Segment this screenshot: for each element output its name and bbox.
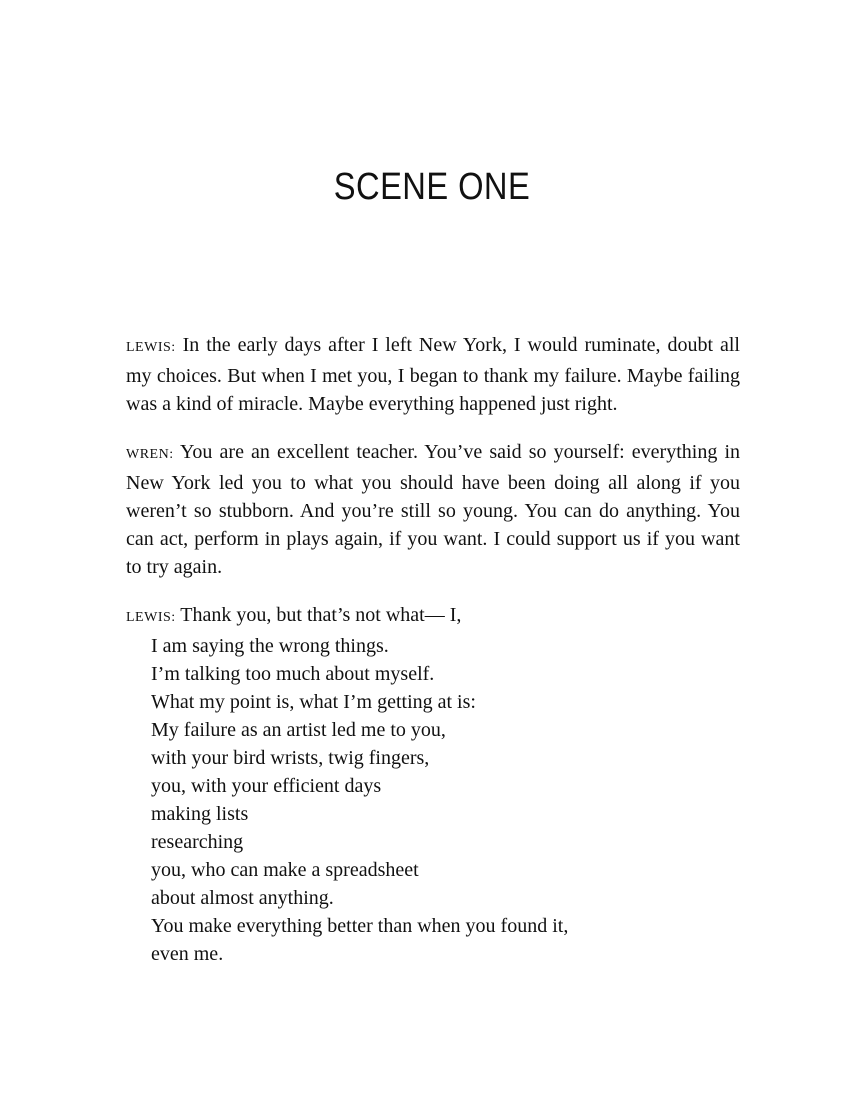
verse-line: you, with your efficient days	[151, 775, 382, 797]
speech-text: In the early days after I left New York, I would ruminate, doubt all my choices. But when I met you, I began to thank my failure. Maybe failing was a kind of miracle. Maybe everything happened just right.	[126, 334, 740, 415]
verse-line: I am saying the wrong things.	[151, 635, 389, 657]
speech-text: You are an excellent teacher. You’ve said so yourself: everything in New York led you to what you should have been doing all along if you weren’t so stubborn. And you’re still so young. You can do anything. You can act, perform in plays again, if you want. I could support us if you want to try again.	[126, 441, 740, 578]
verse-line: you, who can make a spreadsheet	[151, 859, 419, 881]
verse-line: My failure as an artist led me to you,	[151, 719, 446, 741]
verse-line: What my point is, what I’m getting at is:	[151, 691, 476, 713]
verse-line	[126, 601, 740, 632]
dialogue-body	[126, 331, 740, 968]
verse-line: about almost anything.	[151, 887, 334, 909]
verse-line: You make everything better than when you found it,	[151, 915, 569, 937]
verse-line: making lists	[151, 803, 249, 825]
verse-line-text: Thank you, but that’s not what— I,	[180, 604, 462, 626]
verse-line: with your bird wrists, twig fingers,	[151, 747, 430, 769]
speaker-name: LEWIS:	[126, 610, 176, 625]
speech-wren-1	[126, 438, 740, 581]
speaker-name: WREN:	[126, 447, 174, 462]
verse-line: I’m talking too much about myself.	[151, 663, 435, 685]
scene-title: SCENE ONE	[333, 166, 531, 208]
verse-speech-lewis	[126, 601, 740, 968]
speaker-name: LEWIS:	[126, 340, 176, 355]
verse-line: researching	[151, 831, 244, 853]
speech-lewis-1	[126, 331, 740, 418]
verse-line: even me.	[151, 943, 224, 965]
